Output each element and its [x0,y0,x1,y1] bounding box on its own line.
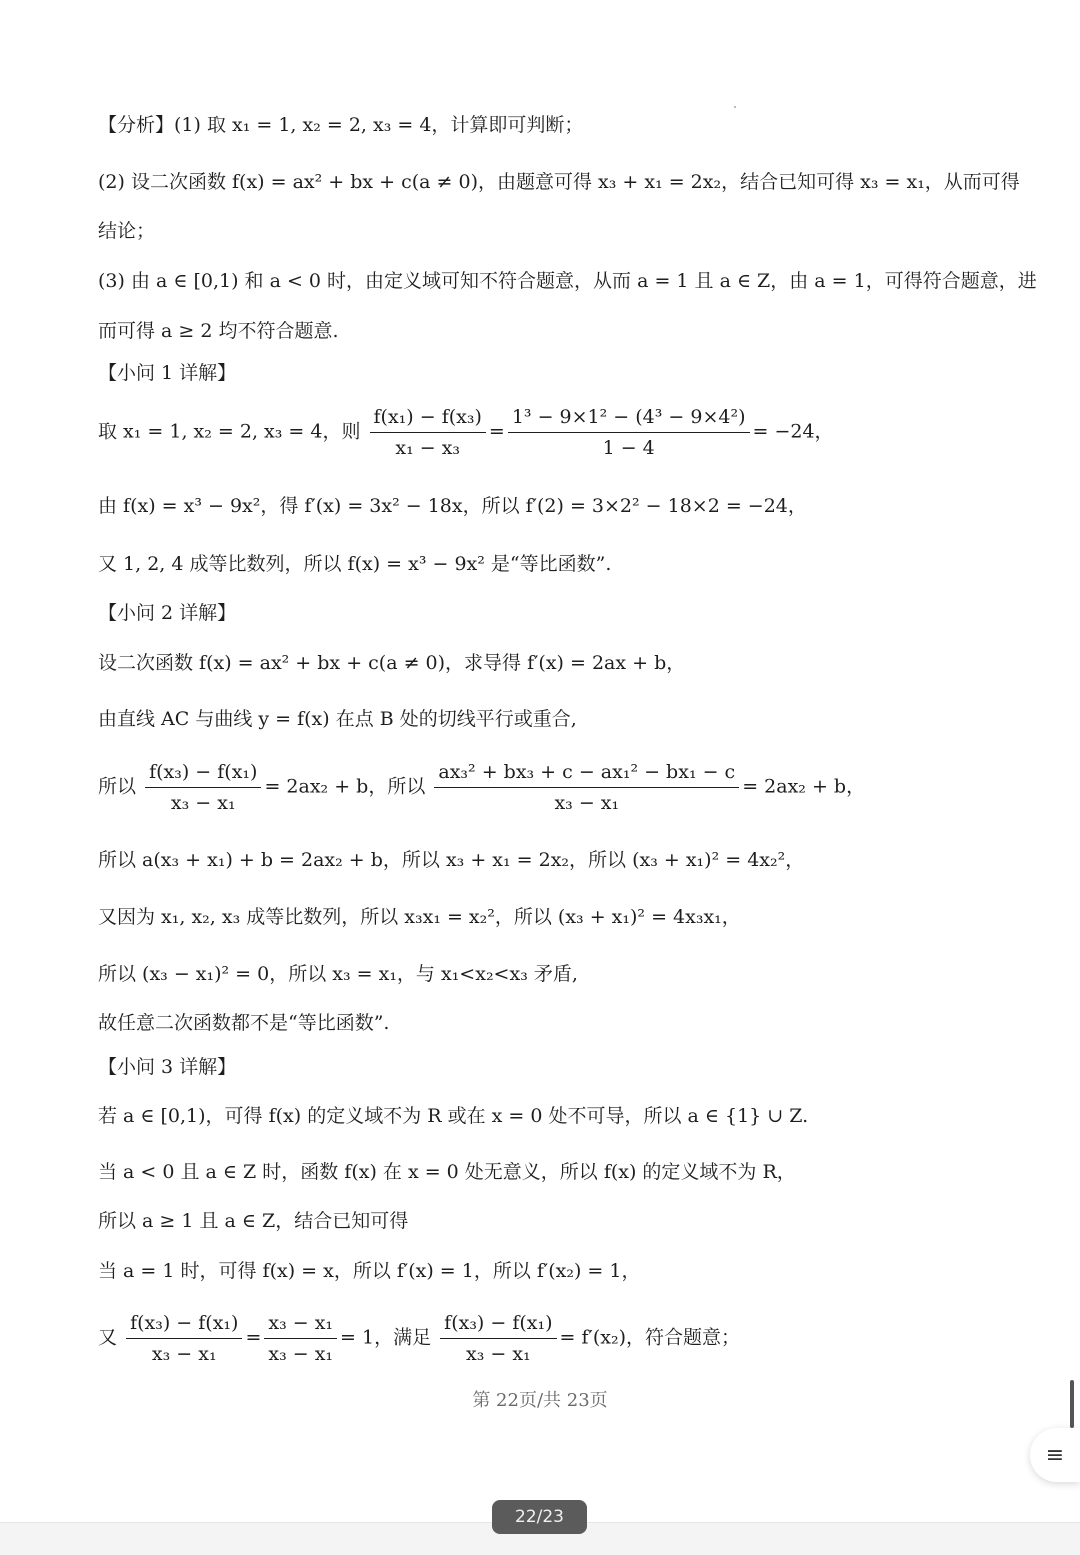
q2-line-1: 设二次函数 f(x) = ax² + bx + c(a ≠ 0)，求导得 f′(x) = 2ax + b， [98,652,686,674]
fraction [126,1310,242,1367]
q2-line-3-suffix: = 2ax₂ + b， [742,775,866,798]
fraction [145,759,261,816]
q2-line-2: 由直线 AC 与曲线 y = f(x) 在点 B 处的切线平行或重合, [98,708,577,730]
hamburger-menu-icon: ≡ [1045,1442,1065,1468]
section-heading-q2: 【小问 2 详解】 [98,602,237,624]
fraction-denominator: x₃ − x₁ [170,792,236,814]
q2-line-6: 所以 (x₃ − x₁)² = 0，所以 x₃ = x₁，与 x₁<x₂<x₃ 矛盾, [98,963,578,985]
q2-line-7: 故任意二次函数都不是“等比函数”. [98,1012,390,1034]
q1-line-3: 又 1, 2, 4 成等比数列，所以 f(x) = x³ − 9x² 是“等比函数”. [98,553,612,575]
fraction-denominator: x₃ − x₁ [268,1343,334,1365]
fraction [508,404,750,461]
q2-line-3 [98,759,865,816]
fraction [440,1310,556,1367]
q1-line-2: 由 f(x) = x³ − 9x²，得 f′(x) = 3x² − 18x，所以 f′(2) = 3×2² − 18×2 = −24， [98,495,807,517]
q1-line-1-suffix: = −24， [752,420,834,443]
fraction-denominator: x₁ − x₃ [395,437,461,459]
q2-line-4: 所以 a(x₃ + x₁) + b = 2ax₂ + b，所以 x₃ + x₁ = 2x₂，所以 (x₃ + x₁)² = 4x₂²， [98,849,805,871]
analysis-line-1: 【分析】(1) 取 x₁ = 1, x₂ = 2, x₃ = 4，计算即可判断； [98,114,584,136]
fraction-numerator: f(x₃) − f(x₁) [440,1310,556,1339]
q2-line-5: 又因为 x₁, x₂, x₃ 成等比数列，所以 x₃x₁ = x₂²，所以 (x₃ + x₁)² = 4x₃x₁， [98,906,741,928]
scrollbar-thumb[interactable] [1070,1380,1074,1428]
fraction-numerator: x₃ − x₁ [264,1310,337,1339]
section-heading-q3: 【小问 3 详解】 [98,1056,237,1078]
speck [734,106,736,108]
fraction-denominator: x₃ − x₁ [554,792,620,814]
menu-button[interactable] [1030,1428,1080,1482]
q1-line-1-prefix: 取 x₁ = 1, x₂ = 2, x₃ = 4，则 [98,420,361,443]
fraction-denominator: 1 − 4 [602,437,655,459]
fraction [370,404,486,461]
q3-line-4: 当 a = 1 时，可得 f(x) = x，所以 f′(x) = 1，所以 f′(x₂) = 1， [98,1260,641,1282]
fraction-numerator: f(x₃) − f(x₁) [145,759,261,788]
fraction-numerator: 1³ − 9×1² − (4³ − 9×4²) [508,404,750,433]
fraction [264,1310,337,1367]
fraction-denominator: x₃ − x₁ [466,1343,531,1365]
page-footer: 第 22页/共 23页 [472,1390,608,1411]
q1-line-1: 取 x₁ = 1, x₂ = 2, x₃ = 4，则 $\frac{\text{f(x₁) − f(x₃)}}{\text{x₁ − x₃}}$ = $\frac{\text{1³ − 9×1² − (4³ − 9×4²)}}{1 - 4}$ = −24， [98,406,834,459]
analysis-line-5: 而可得 a ≥ 2 均不符合题意. [98,320,339,342]
analysis-line-4: (3) 由 a ∈ [0,1) 和 a < 0 时，由定义域可知不符合题意，从而 a = 1 且 a ∈ Z，由 a = 1，可得符合题意，进 [98,270,1037,292]
fraction-numerator: f(x₁) − f(x₃) [370,404,486,433]
fraction-numerator: ax₃² + bx₃ + c − ax₁² − bx₁ − c [434,759,739,788]
q3-line-5: 又 $\frac{\text{f(x₃) − f(x₁)}}{\text{x₃ − x₁}}$ = $\frac{\text{x₃ − x₁}}{\text{x₃ − x₁}}$ = 1，满足 $\frac{\text{f(x₃) − f(x₁)}}{\text{x₃ − x₁}}$ = f′(x₂)，符合题意； [98,1312,741,1365]
q2-line-3-prefix: 所以 [98,775,137,798]
analysis-line-3: 结论； [98,220,156,242]
q2-line-3-middle: = 2ax₂ + b，所以 [264,775,426,798]
q3-line-2: 当 a < 0 且 a ∈ Z 时，函数 f(x) 在 x = 0 处无意义，所以 f(x) 的定义域不为 R， [98,1161,796,1183]
q3-line-1: 若 a ∈ [0,1)，可得 f(x) 的定义域不为 R 或在 x = 0 处不可导，所以 a ∈ {1} ∪ Z. [98,1105,809,1127]
page-indicator[interactable]: 22/23 [492,1500,587,1534]
fraction-denominator: x₃ − x₁ [151,1343,217,1365]
analysis-line-2: (2) 设二次函数 f(x) = ax² + bx + c(a ≠ 0)，由题意可得 x₃ + x₁ = 2x₂，结合已知可得 x₃ = x₁，从而可得 [98,171,1020,193]
fraction [434,759,739,816]
q3-line-5-middle: = 1，满足 [340,1326,432,1349]
section-heading-q1: 【小问 1 详解】 [98,362,237,384]
fraction-numerator: f(x₃) − f(x₁) [126,1310,242,1339]
q3-line-3: 所以 a ≥ 1 且 a ∈ Z，结合已知可得 [98,1210,409,1232]
q3-line-5-suffix: = f′(x₂)，符合题意； [559,1326,741,1349]
q3-line-5-prefix: 又 [98,1326,118,1349]
